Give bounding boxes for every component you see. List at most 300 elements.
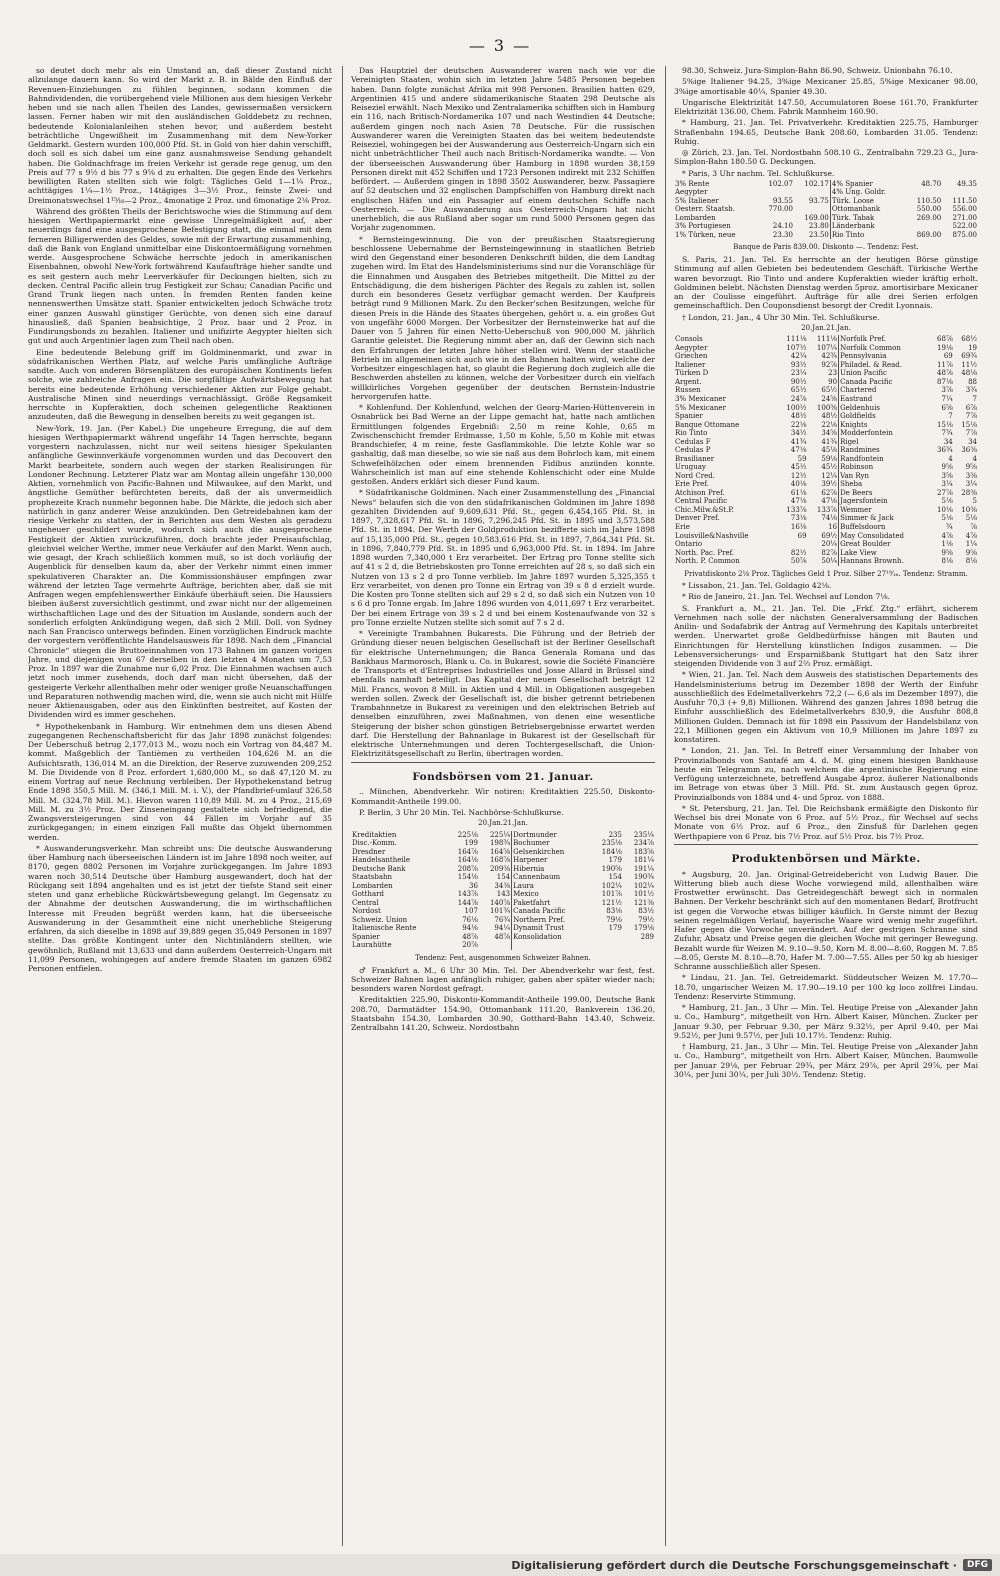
quote-cell: 23.50 <box>808 230 829 239</box>
quote-cell: 79⅛ <box>606 915 622 924</box>
quote-row <box>674 386 978 395</box>
quote-cell: Bochumer <box>512 839 591 848</box>
quote-cell: Hannans Brownh. <box>839 557 930 566</box>
quote-cell: 102¼ <box>633 881 654 890</box>
quote-row <box>674 557 978 566</box>
quote-cell: 5⅛ <box>941 497 953 506</box>
quote-cell: 111⅛ <box>786 335 807 344</box>
quote-row <box>674 514 978 523</box>
quote-cell: Handelsantheile <box>352 856 411 865</box>
quote-cell: 133⅞ <box>816 505 838 514</box>
quote-cell: Geldenhuis <box>839 404 930 413</box>
quote-cell: 164⅝ <box>489 847 511 856</box>
quote-cell: Kreditaktien <box>352 830 397 839</box>
quote-row <box>674 352 978 361</box>
quote-cell: Spanier <box>675 412 703 421</box>
quote-cell <box>907 222 943 231</box>
article-paragraph: * Lindau, 21. Jan. Tel. Getreidemarkt. Süddeutscher Weizen M. 17.70—18.70, ungarischer Weizen M. 17.90—19.10 per 100 kg loco zollfrei Lindau. Tendenz: Reservirte Stimmung. <box>674 973 978 1001</box>
quote-cell: Cannenbaum <box>512 873 591 882</box>
quote-cell: 48⅞ <box>494 932 511 941</box>
quote-cell: 5% Italiener <box>675 196 719 205</box>
quote-cell: 107¼ <box>816 343 838 352</box>
market-note: Banque de Paris 839.00. Diskonto —. Tendenz: Fest. <box>733 243 919 252</box>
quote-row <box>351 890 655 899</box>
quote-cell: Jagersfontein <box>839 497 930 506</box>
quote-cell: 111⅛ <box>816 335 838 344</box>
quote-cell: Disc.-Komm. <box>352 839 397 848</box>
quote-cell: 65½ <box>821 386 838 395</box>
quote-cell: 3¼ <box>965 480 977 489</box>
column-2 <box>342 66 655 1546</box>
quote-row <box>674 429 978 438</box>
quote-cell: 59⅛ <box>821 454 838 463</box>
quote-cell: 183⅝ <box>633 847 654 856</box>
quote-cell: 76¾ <box>494 915 511 924</box>
quote-cell: 208⅞ <box>457 864 478 873</box>
quote-row <box>674 438 978 447</box>
quote-cell: Erie <box>675 522 690 531</box>
market-report: ♂ Frankfurt a. M., 6 Uhr 30 Min. Tel. Der Abendverkehr war fest, fest. Schweizer Bahnen lagen anfänglich ruhiger, gaben aber später wieder nach; besonders waren Nordost gefragt. <box>351 965 655 994</box>
quote-cell: 23¼ <box>790 369 807 378</box>
quote-cell: 40⅛ <box>790 480 807 489</box>
quote-cell: 181¼ <box>633 856 654 865</box>
section-heading: Fondsbörsen vom 21. Januar. <box>412 770 594 783</box>
quote-cell: 184⅛ <box>601 847 622 856</box>
quote-cell: 869.00 <box>916 230 942 239</box>
quote-cell: 88 <box>968 377 977 386</box>
quote-row <box>674 480 978 489</box>
quote-cell: 48⅞ <box>462 932 478 941</box>
quote-cell: 62⅞ <box>821 488 838 497</box>
quote-cell <box>794 188 830 197</box>
quote-cell: Canada Pacific <box>839 378 930 387</box>
quote-cell: 93½ <box>790 360 807 369</box>
quote-cell: Chic.Milw.&St.P. <box>675 505 734 514</box>
article-paragraph: * Auswanderungsverkehr. Man schreibt uns: Die deutsche Auswanderung über Hamburg nach überseeischen Ländern ist im Jahre 1898 noch weiter, auf 8170, gegen 8802 Personen im Vorjahre zurückgegangen. Im Jahre 1893 waren noch 30,514 Deutsche über Hamburg ausgewandert, doch hat der Rückgang seit 1894 angehalten und es ist jetzt der tiefste Stand seit einer steten und ganz erhebliche Rückwärtsbewegung gelangt. Im Gegensatz zu der Abnahme der deutschen Auswanderung, die im wirthschaftlichen Interesse mit Freuden begrüßt werden kann, hat die überseeische Auswanderung in der Gesammtheit eine nicht unerhebliche Steigerung erfahren, da sich dieselbe in 1898 auf 39,889 gegen 35,049 Personen in 1897 stellte. Das größte Kontingent unter den Nichtinländern stellten, wie gewöhnlich, Rußland mit 13,633 und dann außerdem Oesterreich-Ungarn mit 11,099 Personen, wohingegen auf andere fremde Staaten im ganzen 6982 Personen entfielen. <box>28 843 332 973</box>
quote-cell: De Beers <box>839 489 930 498</box>
quote-cell: 3⅞ <box>941 386 953 395</box>
quote-cell: 9⅝ <box>965 463 977 472</box>
quote-cell: ¾ <box>945 522 953 531</box>
quote-row <box>674 472 978 481</box>
quote-cell: 82½ <box>790 548 807 557</box>
quote-cell: Nordost <box>352 907 381 916</box>
quote-cell: May Consolidated <box>839 532 930 541</box>
quote-cell: 164⅛ <box>457 856 478 865</box>
quote-cell: Pennsylvania <box>839 352 930 361</box>
article-paragraph: * Hypothekenbank in Hamburg. Wir entnehmen dem uns diesen Abend zugegangenen Rechenschaftsbericht für das Jahr 1898 zunächst folgendes: Der Ueberschuß betrug 2,177,013 M., wozu noch ein Vortrag von 84,487 M. kommt. Maßgeblich der Tantièmen zu vertheilen 104,626 M. an die Aufsichtsrath, 136,014 M. an die Direktion, der Reserve zuzuwenden 209,252 M. Die Dividende von 8 Proz. erfordert 1,680,000 M., so daß 47,120 M. zu einem Vortrag auf neue Rechnung verbleiben. Der Hypothekenstand betrug Ende 1898 350,5 Mill. M. (346,1 Mill. M. i. V.), der Pfandbrief-umlauf 326,58 Mill. M. (324,78 Mill. M.). Hievon waren 110,89 Mill. M. zu 4 Proz., 215,69 Mill. M. zu 3½ Proz. Der Zinseneingang gestaltete sich befriedigend, die Zwangsversteigerungen sind von 44 Fällen im Vorjahr auf 35 zurückgegangen; in einem einzigen Fall mußte das Objekt übernommen werden. <box>28 721 332 842</box>
quote-cell: 3¾ <box>965 386 977 395</box>
quote-cell: 48⅛ <box>961 369 977 378</box>
quote-cell: 556.00 <box>952 205 977 214</box>
quote-cell: Laurahütte <box>352 941 392 950</box>
quote-cell: 68½ <box>961 335 977 344</box>
quote-cell: Knights <box>839 421 930 430</box>
quote-cell <box>623 941 655 950</box>
quote-cell <box>777 540 807 549</box>
quote-cell: 42¼ <box>790 352 807 361</box>
quote-cell: 45½ <box>790 463 807 472</box>
quote-cell: 48½ <box>821 412 838 421</box>
quote-cell: 10⅜ <box>961 505 977 514</box>
quote-cell: 169.00 <box>804 213 829 222</box>
quote-cell: 27⅞ <box>937 488 953 497</box>
quote-cell: 8⅛ <box>965 557 977 566</box>
quote-row <box>674 231 978 240</box>
quote-row <box>351 924 655 933</box>
quote-cell: 3⅜ <box>965 471 977 480</box>
quote-cell: Länderbank <box>830 222 906 231</box>
quote-cell: 28⅜ <box>961 488 977 497</box>
quote-cell: 7⅞ <box>965 412 977 421</box>
quote-cell: 83⅛ <box>606 907 622 916</box>
quote-row <box>674 404 978 413</box>
quote-row <box>674 344 978 353</box>
quote-cell: 1% Türken, neue <box>675 230 736 239</box>
quote-cell: Oesterr. Staatsb. <box>675 205 735 214</box>
article-paragraph: * Vereinigte Trambahnen Bukarests. Die Führung und der Betrieb der Gründung dieser neuen belgischen Gesellschaft ist der Berliner Gesellschaft für elektrische Unternehmungen; die Banca Generala Romana und das Bankhaus Marmorosch, Blank u. Co. in Bukarest, sowie die Société Financière de Transports et d'Entreprises Industrielles und Josse Allard in Brüssel sind ebenfalls namhaft beteiligt. Das Kapital der neuen Gesellschaft beträgt 12 Mill. Francs, wovon 8 Mill. in Aktien und 4 Mill. in Obligationen ausgegeben werden sollen. Zweck der Gesellschaft ist, die bisher getrennt betriebenen Trambahnnetze in Bukarest zu vereinigen und den elektrischen Betrieb auf denselben einzuführen, zwei Maßnahmen, von denen eine wesentliche Steigerung der bisher schon günstigen Betriebsergebnisse erwartet werden darf. Die Herstellung der Bahnanlage in Bukarest ist der Gesellschaft für elektrische Unternehmungen und deren Tochtergesellschaft, die Union-Elektrizitätsgesellschaft zu Berlin, übertragen worden. <box>351 629 655 759</box>
quote-cell: 133⅞ <box>786 505 807 514</box>
quote-cell: 3⅝ <box>941 471 953 480</box>
market-report-heading: * Paris, 3 Uhr nachm. Tel. Schlußkurse. <box>682 168 835 178</box>
quote-cell: Cedulas F <box>675 437 711 446</box>
quote-cell: 190⅝ <box>601 864 622 873</box>
quote-row <box>674 395 978 404</box>
quote-cell: 107 <box>464 907 478 916</box>
quote-cell: Mexico <box>512 890 591 899</box>
digitization-footer <box>0 1554 1000 1576</box>
article-paragraph: Das Hauptziel der deutschen Auswanderer waren nach wie vor die Vereinigten Staaten, wohin sich im letzten Jahre 5485 Personen begeben haben. Dann folgte zunächst Afrika mit 998 Personen. Brasilien hatten 629, Argentinien 415 und andere südamerikanische Staaten 298 Deutsche als Reiseziel erwählt. Nach Mexiko und Zentralamerika schifften sich in Hamburg ein 116, nach Britisch-Nordamerika 107 und nach Westindien 44 Deutsche; außerdem gingen noch nach Asien 78 Deutsche. Für die russischen Auswanderer waren die Vereinigten Staaten das bei weitem bedeutendste Reiseziel, wohingegen bei der Auswanderung aus Oesterreich-Ungarn sich ein nicht unbeträchtlicher Theil auch nach Britisch-Nordamerika wandte. — Von der überseeischen Auswanderung über Hamburg in 1898 wurden 38,159 Personen direkt mit 452 Schiffen und 1723 Personen indirekt mit 232 Schiffen befördert. — Außerdem gingen in 1898 3502 Auswanderer, bezw. Passagiere auf 52 deutschen und 32 englischen Dampfschiffen von Hamburg direkt nach englischen Häfen und ein Passagier auf einem deutschen Schiffe nach Oesterreich. — Die Auswanderung aus Oesterreich-Ungarn hat nicht unerheblich, die aus Rußland aber sogar um rund 5000 Personen gegen das Vorjahr zugenommen. <box>351 66 655 233</box>
column-1 <box>28 66 332 1546</box>
quote-cell: 143 <box>496 890 511 899</box>
quote-cell: 102¼ <box>601 881 622 890</box>
article-paragraph: 98.30, Schweiz. Jura-Simplon-Bahn 86.90, Schweiz. Unionbahn 76.10. <box>682 66 953 75</box>
quote-row <box>351 933 655 942</box>
quote-row <box>674 188 978 197</box>
quote-row <box>674 412 978 421</box>
quote-cell: 48.70 <box>921 179 942 188</box>
quote-cell: 36 <box>468 881 478 890</box>
quote-cell: 4% Spanier <box>830 180 906 189</box>
quote-cell: 190¾ <box>633 873 654 882</box>
article-paragraph: * Bernsteingewinnung. Die von der preußischen Staatsregierung beschlossene Uebernahme der Bernsteingewinnung in staatlichen Betrieb wird den Gegenstand einer besonderen Denkschrift bilden, die dem Landtag zugehen wird. Im Etat des Handelsministeriums sind nur die Voranschläge für die Einnahmen und Ausgaben des Betriebes mitgetheilt. Die Mittel zu der Entschädigung, die dem bisherigen Pächter des Regals zu zahlen ist, sollen durch ein besonderes Gesetz verfügbar gemacht werden. Der Kaufpreis beträgt rund 9 Millionen Mark. Zu den Becker'schen Besitzungen, welche für diesen Preis in die Hände des Staates übergehen, gehört u. a. ein großes Gut von ungefähr 6000 Morgen. Der Vorbesitzer der Bernsteinwerke hat auf die Dauer von 5 Jahren für einen Netto-Ueberschuß von 900,000 M. jährlich Garantie geleistet. Die Regierung nimmt aber an, daß der Gewinn sich nach den Erfahrungen der letzten Jahre höher stellen wird. Wenn der staatliche Betrieb im allgemeinen sich auch wie in den Bahnen halten wird, welche der Vorbesitzer eingeschlagen hat, so glaubt die Regierung doch zugleich alle die Beschwerden abstellen zu können, welche der Vorbesitzer durch ein vielfach willkürliches Vorgehen gegenüber der deutschen Bernstein-Industrie hervorgerufen hatte. <box>351 234 655 401</box>
newspaper-columns <box>28 66 978 1546</box>
quote-cell: 1⅛ <box>941 540 953 549</box>
quote-cell: 5 <box>972 497 977 506</box>
quote-cell: 83½ <box>638 907 654 916</box>
quote-cell: 4⅞ <box>941 531 953 540</box>
quote-cell: 47⅛ <box>821 497 838 506</box>
quote-cell: 102.07 <box>768 179 793 188</box>
quote-cell: Schweiz. Union <box>352 915 408 924</box>
quote-cell: Rio Tinto <box>675 429 708 438</box>
quote-cell: 50¼ <box>821 557 838 566</box>
quote-row <box>674 506 978 515</box>
quote-cell: Modderfontein <box>839 429 930 438</box>
quote-cell: Nord Cred. <box>675 471 715 480</box>
quote-cell: 4% Ung. Goldr. <box>830 188 906 197</box>
quote-row <box>351 882 655 891</box>
quote-cell: Simmer & Jack <box>839 514 930 523</box>
quote-cell: Central Pacific <box>675 497 728 506</box>
article-paragraph: so deutet doch mehr als ein Umstand an, daß dieser Zustand nicht allzulange dauern kann. So wird der Markt z. B. in Bälde den Einfluß der Revenuen-Einziehungen zu fühlen beginnen, sodann kommen die Bahndividenden, die vorübergehend viele Millionen aus dem hiesigen Verkehr heben und sie nach allen Theilen des Landes, gewissermaßen versickern lassen. Ferner haben wir mit den ausländischen Golddebetz zu rechnen, bedeutende Kolonialanleihen stehen bevor, und außerdem besteht beträchtliche Ungewißheit im Zusammenhang mit dem New-Yorker Geldmarkt. Gestern wurden 100,000 Pfd. St. in Gold von hier dahin verschifft, doch soll es sich dabei um eine ganz ausnahmsweise Sendung gehandelt haben. Die Goldnachfrage im freien Verkehr ist gerade rege genug, um den Preis auf 77 s 9½ d bis 77 s 9⅝ d zu erhalten. Die gegen Ende des Verkehrs bewilligten Raten stellten sich wie folgt: Tägliches Geld 1—1¼ Proz., achttägiges 1¼—1½ Proz., 14tägiges 3—3½ Proz., feinste Zwei- und Dreimonatswechsel 1¹⁵⁄₁₆—2 Proz., 4monatige 2 Proz. und 6monatige 2⅛ Proz. <box>28 66 332 205</box>
quote-cell: Italienische Rente <box>352 924 417 933</box>
quote-cell: 45½ <box>821 463 838 472</box>
quote-cell: 100½ <box>786 403 807 412</box>
market-report-heading: † London, 21. Jan., 4 Uhr 30 Min. Tel. Schlußkurse. <box>682 312 880 322</box>
quote-cell: 179 <box>608 924 622 933</box>
quote-cell: 34⅜ <box>494 881 511 890</box>
quote-cell: 8⅛ <box>941 557 953 566</box>
quote-cell: 522.00 <box>952 222 977 231</box>
article-paragraph: * Rio de Janeiro, 21. Jan. Tel. Wechsel auf London 7⅛. <box>682 592 891 602</box>
article-paragraph: * Kohlenfund. Der Kohlenfund, welchen der Georg-Marien-Hüttenverein in Osnabrück bei Bad Werne an der Lippe gemacht hat, hatte nach amtlichen Ermittlungen folgendes Ergebniß: 2,50 m reine Kohle, 0,65 m Zwischenschicht fremder Erdmasse, 1,50 m Kohle, 5,50 m Kohle mit etwas Brandschiefer, 4 m reine, feste Gasflammkohle. Die letzte Kohle war so gashaltig, daß man dieselbe, so wie sie naß aus dem Bohrloch kam, mit einem Schwefelhölzchen oder einem brennenden Fidibus anzünden konnte. Wahrscheinlich ist man auf eine stehende Kohlenschicht oder eine Mulde gestoßen. Anders erklärt sich dieser Fund kaum. <box>351 403 655 486</box>
quote-cell: 11⅞ <box>937 360 953 369</box>
quote-cell: 12¼ <box>821 471 838 480</box>
quote-cell: Randfontein <box>839 455 930 464</box>
quote-cell: Dynamit Trust <box>512 924 591 933</box>
page-number: — 3 — <box>468 36 532 55</box>
quote-cell: Rio Tinto <box>830 231 906 240</box>
quote-row <box>351 907 655 916</box>
quote-cell: Harpener <box>512 856 591 865</box>
quote-cell: Dresdner <box>352 847 386 856</box>
quote-cell: 41¾ <box>790 437 807 446</box>
quote-cell: Philadel. & Read. <box>839 361 930 370</box>
quote-cell: 234⅞ <box>633 839 654 848</box>
quote-cell: 5⅛ <box>965 514 977 523</box>
quote-row <box>674 205 978 214</box>
quote-cell: 94¼ <box>494 924 511 933</box>
quote-cell: Robinson <box>839 463 930 472</box>
quote-cell: 225⅛ <box>457 830 478 839</box>
dfg-logo: DFG <box>963 1559 992 1571</box>
divider <box>674 844 978 845</box>
quote-cell: Lake View <box>839 549 930 558</box>
quote-cell: 69¾ <box>961 352 977 361</box>
quote-row <box>351 865 655 874</box>
quote-cell: 9⅝ <box>941 463 953 472</box>
quote-cell: 5% Mexicaner <box>675 403 726 412</box>
quote-row <box>674 455 978 464</box>
quote-cell: Russen <box>675 386 701 395</box>
quote-cell: 235¼ <box>633 830 654 839</box>
quote-cell: 11½ <box>961 360 977 369</box>
quote-cell: Cedulas P <box>675 446 711 455</box>
quote-cell: 9⅝ <box>941 548 953 557</box>
quote-cell: 235⅛ <box>601 839 622 848</box>
quote-row <box>674 180 978 189</box>
quote-cell: ⅞ <box>970 522 977 531</box>
quote-cell: Hibernia <box>512 865 591 874</box>
quote-cell <box>794 205 830 214</box>
quote-cell: 36¾ <box>937 446 953 455</box>
article-paragraph: * Augsburg, 20. Jan. Original-Getreidebericht von Ludwig Bauer. Die Witterung blieb auch diese Woche vorwiegend mild, allenthalben wäre Frostwetter erwünscht. Das Getreidegeschäft bewegt sich in normalen Bahnen. Der Verkehr beschränkt sich auf den momentanen Bedarf, Brotfrucht ist gegen die Vorwoche etwas billiger käuflich. In Gerste nimmt der Bezug seinen regelmäßigen Verlauf, bayerische Waare wird wenig mehr zugeführt. Hafer gegen die Vorwoche unverändert. Auf der gestrigen Schranne sind Zufuhr, Absatz und Preise gegen die gleichen Woche mit geringer Bewegung. Bezahlt wurde für Weizen M. 9.10—9.50, Korn M. 8.00—8.60, Roggen M. 7.85—8.05, Gerste M. 8.10—8.70, Hafer M. 7.00—7.55. Alles per 50 kg ab hiesiger Schranne ausschließlich aller Spesen. <box>674 869 978 972</box>
market-tendency: Tendenz: Fest, ausgenommen Schweizer Bahnen. <box>415 954 591 963</box>
article-paragraph: * Hamburg, 21. Jan., 3 Uhr — Min. Tel. Heutige Preise von „Alexander Jahn u. Co., Hamburg“, mitgetheilt von Hrn. Albert Kaiser, München. Zucker per Januar 9.30, per Februar 9.30, per März 9.32½, per April 9.40, per Mai 9.52½, per Juni 9.57½, per Juli 10.17½. Tendenz: Ruhig. <box>674 1003 978 1040</box>
quote-cell: Lombarden <box>675 213 716 222</box>
quote-cell: Consols <box>675 335 703 344</box>
quote-cell: 47⅛ <box>790 446 807 455</box>
quote-cell: Türk. Loose <box>830 197 906 206</box>
quote-cell: Paketfahrt <box>512 899 591 908</box>
quote-row <box>674 446 978 455</box>
article-paragraph: Eine bedeutende Belebung griff im Goldminenmarkt, und zwar in südafrikanischen Werthen Platz, auf welche Paris umfängliche Aufträge sandte. Auch von anderen Börsenplätzen des europäischen Kontinents liefen solche, wie zahlreiche Anfragen ein. Die sorgfältige Aufwärtsbewegung hat bereits eine bedeutende Erhöhung verschiedener Aktien zur Folge gehabt. Australische Minen sind neuerdings vernachlässigt. Größe Regsamkeit herrschte in Kupferaktien, doch scheinen gelegentliche Reaktionen anzudeuten, daß die Bewegung in denselben bereits zu weit gegangen ist. <box>28 347 332 422</box>
quote-row <box>351 941 655 950</box>
quote-cell: 20¼ <box>821 540 838 549</box>
quote-cell: 48½ <box>790 412 807 421</box>
quote-row <box>351 839 655 848</box>
quote-row <box>674 523 978 532</box>
quote-cell: Konsolidation <box>512 933 591 942</box>
quote-cell: 69½ <box>821 531 838 540</box>
quote-cell: 7 <box>972 395 977 403</box>
quote-cell: 12½ <box>790 471 807 480</box>
footer-text: Digitalisierung gefördert durch die Deutsche Forschungsgemeinschaft · <box>511 1558 957 1572</box>
quote-cell: 110.50 <box>916 196 942 205</box>
quote-cell: 164⅞ <box>457 847 478 856</box>
quote-cell: 101⅞ <box>601 890 622 899</box>
quote-cell: 140⅞ <box>489 898 511 907</box>
market-report: ‥ München, Abendverkehr. Wir notiren: Kreditaktien 225.50, Diskonto-Kommandit-Antheile 199.00. <box>351 787 655 806</box>
quote-cell: Ontario <box>675 540 703 549</box>
quote-cell: Gelsenkirchen <box>512 848 591 857</box>
quote-cell: 10⅛ <box>937 505 953 514</box>
quote-cell: Dortmunder <box>512 831 591 840</box>
quote-cell: 23 <box>828 369 838 378</box>
quote-cell: 69 <box>943 352 953 361</box>
article-paragraph: 5%ige Italiener 94.25, 3%ige Mexicaner 25.85, 5%ige Mexicaner 98.00, 3%ige amortisable 40¼, Spanier 49.30. <box>674 77 978 96</box>
quote-row <box>674 549 978 558</box>
quote-cell: 154 <box>608 873 622 882</box>
quote-cell: 79½ <box>638 915 654 924</box>
quote-cell: 93.75 <box>808 196 829 205</box>
quote-cell: 34⅝ <box>821 429 838 438</box>
quote-cell: 45⅛ <box>821 446 838 455</box>
quote-cell: Eastrand <box>839 395 930 404</box>
article-paragraph: * Hamburg, 21. Jan. Tel. Privatverkehr. Kreditaktien 225.75, Hamburger Straßenbahn 194.65, Deutsche Bank 208.60, Lombarden 31.05. Tendenz: Ruhig. <box>674 118 978 146</box>
quote-cell: Louisville&Nashville <box>675 531 749 540</box>
quote-cell: 101½ <box>633 890 654 899</box>
quote-cell: 3% Rente <box>675 179 710 188</box>
quote-cell: 82⅞ <box>821 548 838 557</box>
quote-cell: 121½ <box>601 898 622 907</box>
quote-row <box>674 361 978 370</box>
quote-cell: 154⅛ <box>457 873 478 882</box>
quote-cell: 34 <box>943 437 953 446</box>
quote-cell: 9⅝ <box>965 548 977 557</box>
quote-cell: North. P. Common <box>675 557 740 566</box>
quote-cell: 34 <box>968 437 977 446</box>
quote-cell: 111.50 <box>952 196 977 205</box>
quote-row <box>674 335 978 344</box>
quote-cell: 48⅞ <box>937 369 953 378</box>
date-header: 20.Jan.21.Jan. <box>801 323 851 332</box>
quote-row <box>351 899 655 908</box>
quote-cell: 271.00 <box>952 213 977 222</box>
quote-row <box>351 856 655 865</box>
quote-cell: 24.10 <box>772 222 793 231</box>
quote-cell: 875.00 <box>952 230 977 239</box>
column-3 <box>665 66 978 1546</box>
quote-cell: Atchison Pref. <box>675 488 725 497</box>
market-note: Privatdiskonto 2⅛ Proz. Tägliches Geld 1 Proz. Silber 27¹⁹⁄₁₆. Tendenz: Stramm. <box>684 569 968 578</box>
quote-cell <box>758 214 794 223</box>
quote-cell: 39½ <box>821 480 838 489</box>
article-paragraph: Ungarische Elektrizität 147.50, Accumulatoren Boese 161.70, Frankfurter Elektrizität 136.00, Chem. Fabrik Mannheim 160.90. <box>674 97 978 116</box>
article-paragraph: Während des größten Theils der Berichtswoche wies die Stimmung auf dem hiesigen Werthpapiermarkt eine gewisse Unregelmäßigkeit auf, aber neuerdings fand eine ausgesprochene Befestigung statt, die einmal mit dem ferneren Billigerwerden des Geldes, sowie mit der Erwartung zusammenhing, daß die Bank von England unmittelbar eine Diskontoermäßigung vornehmen werde. Ausgesprochene Schwäche herrschte jedoch in amerikanischen Eisenbahnen, obwohl New-York fortwährend Kaufaufträge hieher sandte und es seit gestern auch mehr Leerverkäufer für Deckungen hielten, sich zu decken. Central Pacific allein trug Festigkeit zur Schau; Canadian Pacific und Grand Trunk liegen nach unten. In fremden Renten fanden keine nennenswerthen Umsätze statt. Spanier entwickelten jedoch Schwäche trotz einer ganzen Auswahl günstiger Gerüchte, von denen sich eine darauf hinausließ, daß Spanien beabsichtige, 2 Proz. baar und 2 Proz. in Fundirungsbonds zu bezahlen. Italiener und unifizirte Aegypter hielten sich gut und auch Argentinier lagen zum Theil nach oben. <box>28 206 332 346</box>
article-paragraph: † Hamburg, 21. Jan., 3 Uhr — Min. Tel. Heutige Preise von „Alexander Jahn u. Co., Hamburg“, mitgetheilt von Hrn. Albert Kaiser, München. Baumwolle per Januar 29⅛, per Februar 29¾, per März 29⅞, per April 29⅞, per Mai 30¼, per Juni 30¼, per Juli 30½. Tendenz: Stetig. <box>674 1042 978 1079</box>
quote-cell: 22⅛ <box>821 420 838 429</box>
quote-row <box>674 421 978 430</box>
quote-cell: Gotthard <box>352 890 384 899</box>
quote-cell: 23.80 <box>808 222 829 231</box>
quote-cell: Aegypter <box>675 188 708 197</box>
quote-cell: 94⅛ <box>462 924 478 933</box>
article-paragraph: ◎ Zürich, 23. Jan. Tel. Nordostbahn 508.10 G., Zentralbahn 729.23 G., Jura-Simplon-Bahn 180.50 G. Deckungen. <box>674 148 978 167</box>
quote-cell: 92⅞ <box>821 360 838 369</box>
quote-cell: 225¼ <box>489 830 511 839</box>
article-paragraph: * Lissabon, 21. Jan. Tel. Goldagio 42⅛. <box>682 581 832 591</box>
quote-cell: 15⅛ <box>961 420 977 429</box>
quote-cell: 15⅛ <box>937 420 953 429</box>
quote-cell: Norfolk Common <box>839 344 930 353</box>
quote-cell: 209⅜ <box>489 864 511 873</box>
quote-cell: 5⅛ <box>941 514 953 523</box>
quote-cell: Union Pacific <box>839 369 930 378</box>
quote-row <box>674 214 978 223</box>
quote-cell: 68⅞ <box>937 335 953 344</box>
quote-cell: 3¼ <box>941 480 953 489</box>
quote-row <box>674 540 978 549</box>
quote-cell <box>758 188 794 197</box>
quote-cell: 770.00 <box>768 205 793 214</box>
quote-row <box>674 369 978 378</box>
quote-cell: 7 <box>948 412 953 421</box>
quote-cell: 179 <box>608 856 622 865</box>
quote-cell: 154 <box>496 873 511 882</box>
quote-cell: 93.55 <box>772 196 793 205</box>
article-paragraph: New-York, 19. Jan. (Per Kabel.) Die ungeheure Erregung, die auf dem hiesigen Werthpapiermarkt während ungefähr 14 Tagen herrschte, begann vorgestern nachzulassen, nicht nur weil seitens hiesiger Spekulanten anfängliche Gewinnverkäufe vorgenommen wurden und das Decouvert den Markt bearbeitete, sondern auch wegen der starken Realisirungen für Londoner Rechnung. Letzterer Platz war am Montag allein ungefähr 130,000 Aktien, vornehmlich von Pacific-Bahnen und Milwaukee, auf den Markt, und ängstliche Gemüther befürchteten bereits, daß der als unvermeidlich prophezeite Krach nunmehr begonnen habe. Die Märkte, die jedoch sich aber natürlich in ganz anderer Weise anzukünden. Den Getreidebahnen kam der riesige Verkehr zu statten, der in Berichten aus dem Westen als geradezu ungeheuer geschildert wurde, wodurch sich auch die ausgesprochene Festigkeit der Aktien zurückzuführen, doch brachte jeder Preisaufschlag, gleichviel welcher Werthe, immer neue Verkäufer auf den Markt. Wenn auch, wie gesagt, der Krach schließlich kommen muß, so ist doch vorläufig der Augenblick für denselben kaum da, aber der Verkehr nimmt einen immer spekulativeren Charakter an. Die Kommissionshäuser empfingen zwar während der letzten Tage vermehrte Aufträge, berichten aber, daß sie mit Anfragen wegen empfehlenswerther Einkäufe überhäuft seien. Die Haussiers bleiben äußerst zuversichtlich gestimmt, und zwar nicht nur der allgemeinen wirthschaftlichen Lage und des der Situation im Auslande, sondern auch der sonderlich erfolgten Ankündigung wegen, daß sich 2 Mill. Doll. von Sydney nach San Francisco unterwegs befinden. Einen vorzüglichen Eindruck machte der vorgestern veröffentlichte Handelsausweis für 1898. Nach dem „Financial Chronicle“ stiegen die Bruttoeinnahmen von 173 Bahnen im ganzen vorigen Jahre, und diejenigen von 67 derselben in den letzten 4 Monaten um 7,53 Proz. In 1897 war die Zunahme nur 6,02 Proz. Die Einnahmen wachsen auch jetzt noch immer zusehends, doch darf man nicht übersehen, daß der gesteigerte Verkehr allenthalben mehr oder weniger große Neuanschaffungen und Reparaturen nothwendig machen wird, die, wenn sie auch nicht mit Hülfe neuer Aktienausgaben, oder aus den Einkünften bestreitet, auf Kosten der Dividenden wird es immer geschehen. <box>28 423 332 720</box>
quote-cell: Denver Pref. <box>675 514 720 523</box>
article-paragraph: * Wien, 21. Jan. Tel. Nach dem Ausweis des statistischen Departements des Handelsministeriums betrug im Dezember 1898 der Werth der Einfuhr ausschließlich des Edelmetallverkehrs 72,2 (— 6,6 als im Dezember 1897), die Ausfuhr 70,3 (+ 9,8) Millionen. Während des ganzen Jahres 1898 betrug die Einfuhr ausschließlich des Edelmetallverkehrs 830,9, die Ausfuhr 808,8 Millionen Gulden. Demnach ist für 1898 ein Passivum der Handelsbilanz von 22,1 Millionen gegen ein Aktivum von 10,9 Millionen im Jahre 1897 zu konstatiren. <box>674 670 978 745</box>
quote-cell: Italiener <box>675 360 706 369</box>
quote-cell: 76⅛ <box>462 915 478 924</box>
quotes-table <box>674 180 978 240</box>
quote-cell: 1¼ <box>965 540 977 549</box>
quote-cell: Great Boulder <box>839 540 930 549</box>
quote-cell: 19⅛ <box>937 343 953 352</box>
quote-cell: 42¾ <box>821 352 838 361</box>
date-header: 20.Jan.21.Jan. <box>478 819 528 828</box>
quote-cell <box>479 941 512 950</box>
quote-cell: 16⅛ <box>790 522 807 531</box>
quote-cell: Deutsche Bank <box>352 864 406 873</box>
quote-cell: 19 <box>968 343 977 352</box>
quote-cell: Wemmer <box>839 506 930 515</box>
quote-row <box>351 873 655 882</box>
quote-cell: Norfolk Pref. <box>839 335 930 344</box>
section-heading: Produktenbörsen und Märkte. <box>731 852 921 865</box>
article-paragraph: S. Frankfurt a. M., 21. Jan. Tel. Die „Frkf. Ztg.“ erfährt, sicherem Vernehmen nach solle der nächsten Generalversammlung der Badischen Anilin- und Sodafabrik der Antrag auf Vermehrung des Kapitals unterbreitet werden. Unerwartet große Geldbedürfnisse hängen mit Bauten und Einrichtungen für Herstellung künstlichen Indigos zusammen. — Die Lebensversicherungs- und Ersparnißbank Stuttgart hat den Satz ihrer steigenden Dividende von 3 auf 2⅔ Proz. ermäßigt. <box>674 603 978 669</box>
quote-cell: Northern Pref. <box>512 916 591 925</box>
quote-cell: 107½ <box>786 343 807 352</box>
quote-cell: Buffelsdoorn <box>839 523 930 532</box>
quote-cell: 550.00 <box>916 205 942 214</box>
quote-row <box>674 222 978 231</box>
market-report-heading: P. Berlin, 3 Uhr 20 Min. Tel. Nachbörse-Schlußkurse. <box>359 807 564 817</box>
market-quotes: Kreditaktien 225.90, Diskonto-Kommandit-Antheile 199.00, Deutsche Bank 208.70, Darmstädter 154.90, Ottomanbank 111.20, Bankverein 136.20, Staatsbahn 154.30, Lombarden 30.90, Gotthard-Bahn 143.40, Schweiz. Zentralbahn 141.20, Schweiz. Nordostbahn <box>351 995 655 1033</box>
